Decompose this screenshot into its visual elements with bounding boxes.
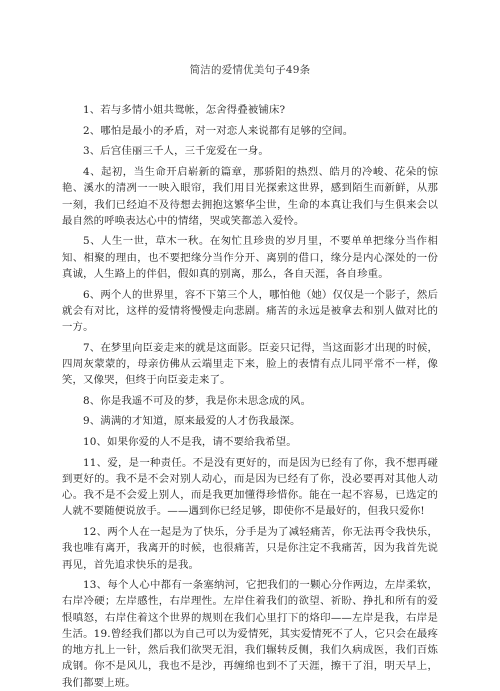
page-title: 简洁的爱情优美句子49条 (189, 64, 311, 76)
quote-paragraph: 1、若与多情小姐共鸳帐，怎舍得叠被铺床? (83, 104, 286, 116)
quote-paragraph: 8、你是我遥不可及的梦，我是你未思念成的风。 (83, 394, 312, 407)
quote-paragraph: 6、两个人的世界里，容不下第三个人，哪怕他（她）仅仅是一个影子，然后就会有对比，这样的爱情将慢慢走向悲剧。痛苦的永远是被拿去和别人做对比的一方。 (62, 288, 438, 333)
quote-paragraph: 3、后宫佳丽三千人，三千宠爱在一身。 (83, 145, 269, 158)
quote-paragraph: 4、起初，当生命开启崭新的篇章，那骄阳的热烈、皓月的冷峻、花朵的惊艳、溪水的清冽一一映入眼帘，我们用目光探索这世界，感到陌生而新鲜，从那一刻，我们已经迫不及待想去拥抱这繁华尘世，生命的本真让我们与生俱来会以最自然的呼唤表达心中的情绪，哭或笑都恙入爱怜。 (62, 166, 438, 227)
quote-paragraph: 5、人生一世，草木一秋。在匆忙且珍贵的岁月里，不要单单把缘分当作相知、相聚的理由，也不要把缘分当作分开、离别的借口，缘分是内心深处的一份真诚，人生路上的伴侣，假如真的别离，那么，各自天涯，各自珍重。 (62, 235, 438, 280)
quote-paragraph: 9、满满的才知道，原来最爱的人才伤我最深。 (83, 415, 301, 428)
quote-paragraph: 7、在梦里向臣妾走来的就是这面影。臣妾只记得，当这面影才出现的时候，四周灰蒙蒙的，母亲仿佛从云端里走下来，脸上的表情有点儿同平常不一样，像笑，又像哭，但终于向臣妾走来了。 (62, 341, 438, 387)
quote-paragraph: 13、每个人心中都有一条塞纳河，它把我们的一颗心分作两边，左岸柔软，右岸冷硬；左岸感性，右岸理性。左岸住着我们的欲望、祈盼、挣扎和所有的爱恨嗔怒，右岸住着这个世界的规则在我们心里打下的烙印——左岸是我，右岸是生活。19.曾经我们都以为自己可以为爱情死，其实爱情死不了人，它只会在最疼的地方扎上一针，然后我们欲哭无泪，我们辗转反侧，我们久病成医，我们百炼成钢。你不是风儿，我也不是沙，再缠绵也到不了天涯，擦干了泪，明天早上，我们都要上班。 (62, 579, 438, 689)
quote-paragraph: 11、爱，是一种责任。不是没有更好的，而是因为已经有了你，我不想再碰到更好的。我不是不会对别人动心，而是因为已经有了你，没必要再对其他人动心。我不是不会爱上别人，而是我更加懂得珍惜你。能在一起不容易，已选定的人就不要随便说放手。——遇到你已经足够，即使你不是最好的，但我只爱你! (62, 456, 438, 518)
quote-paragraph: 2、哪怕是最小的矛盾，对一对恋人来说都有足够的空间。 (83, 124, 354, 137)
quote-paragraph: 12、两个人在一起是为了快乐，分手是为了减轻痛苦，你无法再令我快乐，我也唯有离开，我离开的时候，也很痛苦，只是你注定不我痛苦，因为我首先说再见，首先追求快乐的是我。 (62, 526, 438, 571)
quote-paragraph: 10、如果你爱的人不是我，请不要给我希望。 (83, 436, 297, 449)
